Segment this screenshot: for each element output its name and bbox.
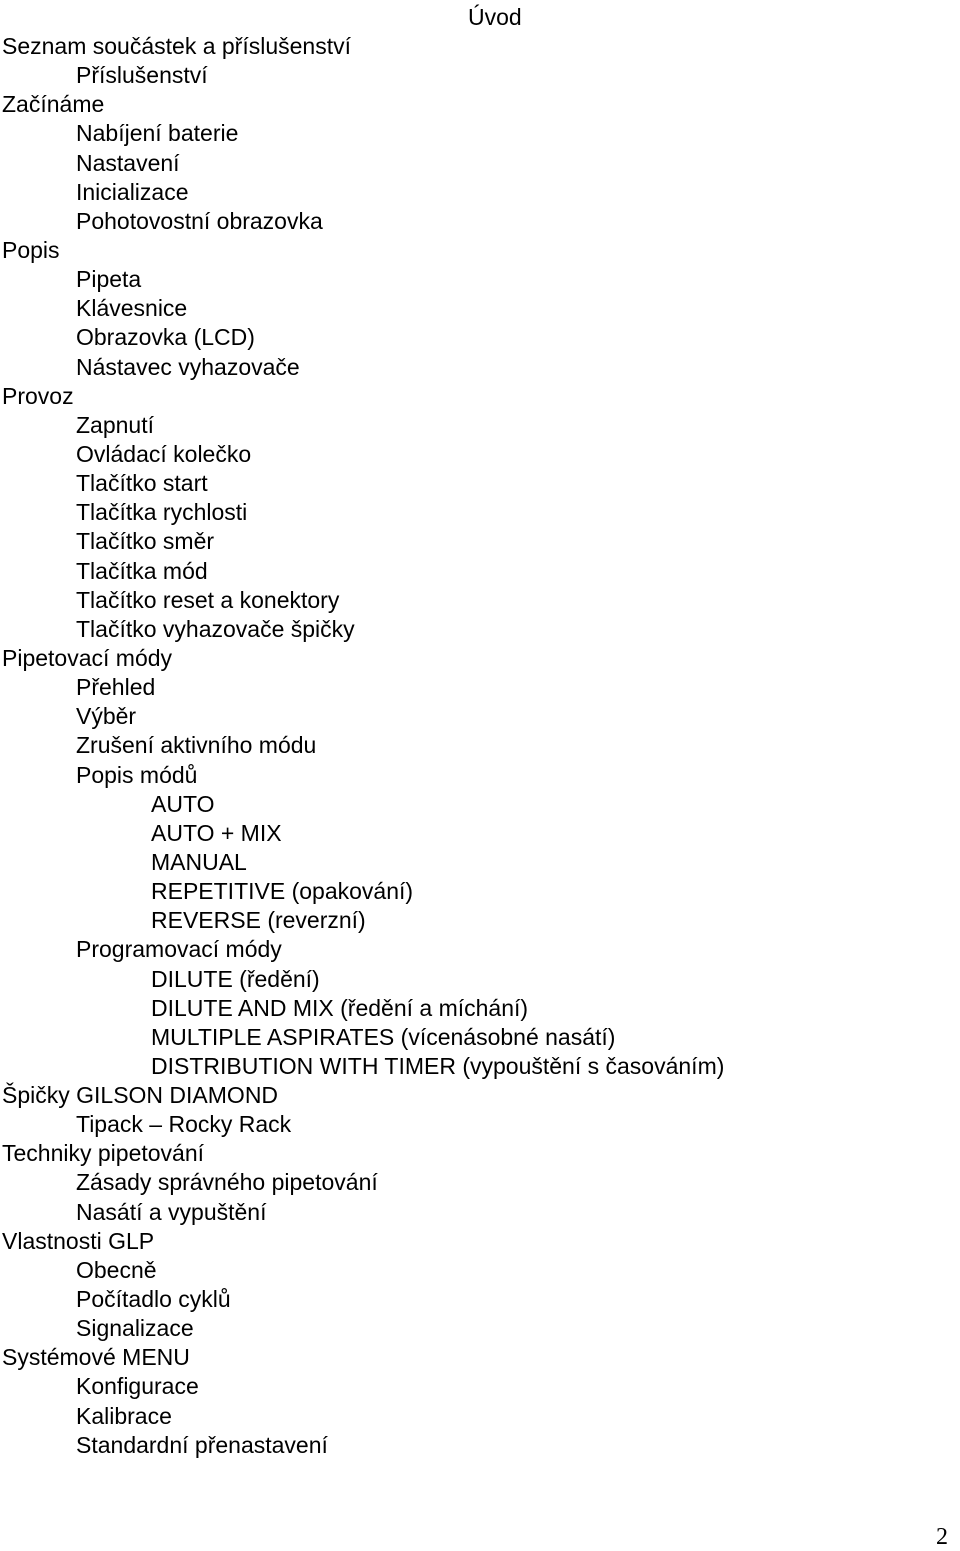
toc-section: Popis	[2, 236, 60, 263]
toc-subsubsection: DISTRIBUTION WITH TIMER (vypouštění s časováním)	[151, 1052, 725, 1079]
toc-section: Vlastnosti GLP	[2, 1227, 155, 1254]
toc-section: Provoz	[2, 382, 74, 409]
toc-subsection: Popis módů	[76, 761, 198, 788]
toc-subsubsection: MANUAL	[151, 848, 247, 875]
toc-subsection: Počítadlo cyklů	[76, 1286, 231, 1313]
toc-subsection: Standardní přenastavení	[76, 1431, 328, 1458]
toc-subsection: Konfigurace	[76, 1373, 199, 1400]
toc-subsubsection: AUTO	[151, 790, 215, 817]
toc-subsection: Tlačítko vyhazovače špičky	[76, 615, 355, 642]
toc-subsection: Ovládací kolečko	[76, 440, 252, 467]
toc-subsection: Příslušenství	[76, 62, 208, 89]
toc-subsubsection: DILUTE AND MIX (ředění a míchání)	[151, 994, 529, 1021]
toc-subsection: Přehled	[76, 674, 156, 701]
toc-section: Začínáme	[2, 91, 105, 118]
toc-subsection: Klávesnice	[76, 295, 188, 322]
toc-subsection: Nastavení	[76, 149, 180, 176]
toc-subsection: Zapnutí	[76, 411, 154, 438]
toc-subsection: Zásady správného pipetování	[76, 1169, 378, 1196]
toc-section: Systémové MENU	[2, 1344, 190, 1371]
toc-subsection: Nástavec vyhazovače	[76, 353, 300, 380]
toc-subsection: Nabíjení baterie	[76, 120, 239, 147]
toc-subsubsection: AUTO + MIX	[151, 819, 282, 846]
toc-subsection: Tlačítka rychlosti	[76, 499, 248, 526]
toc-subsection: Tlačítko reset a konektory	[76, 586, 340, 613]
toc-subsection: Signalizace	[76, 1315, 194, 1342]
page-heading: Úvod	[468, 4, 522, 30]
toc-subsection: Pohotovostní obrazovka	[76, 207, 323, 234]
toc-section: Pipetovací módy	[2, 644, 173, 671]
toc-subsection: Tipack – Rocky Rack	[76, 1111, 292, 1138]
toc-subsection: Zrušení aktivního módu	[76, 732, 317, 759]
toc-subsection: Výběr	[76, 703, 137, 730]
toc-subsubsection: REVERSE (reverzní)	[151, 907, 366, 934]
toc-subsection: Tlačítko start	[76, 470, 208, 497]
toc-subsection: Programovací módy	[76, 936, 282, 963]
page-number: 2	[936, 1524, 948, 1550]
toc-subsection: Tlačítka mód	[76, 557, 208, 584]
toc-subsection: Pipeta	[76, 266, 142, 293]
toc-subsection: Tlačítko směr	[76, 528, 215, 555]
toc-subsubsection: DILUTE (ředění)	[151, 965, 320, 992]
toc-section: Špičky GILSON DIAMOND	[2, 1082, 279, 1109]
toc-subsection: Nasátí a vypuštění	[76, 1198, 267, 1225]
toc-subsection: Inicializace	[76, 178, 189, 205]
toc-section: Seznam součástek a příslušenství	[2, 33, 351, 59]
toc-subsection: Obecně	[76, 1256, 157, 1283]
toc-section: Techniky pipetování	[2, 1140, 205, 1167]
table-of-contents	[0, 32, 724, 1460]
toc-subsubsection: MULTIPLE ASPIRATES (vícenásobné nasátí)	[151, 1023, 616, 1050]
toc-subsection: Kalibrace	[76, 1402, 172, 1429]
toc-subsection: Obrazovka (LCD)	[76, 324, 255, 351]
toc-subsubsection: REPETITIVE (opakování)	[151, 878, 414, 905]
